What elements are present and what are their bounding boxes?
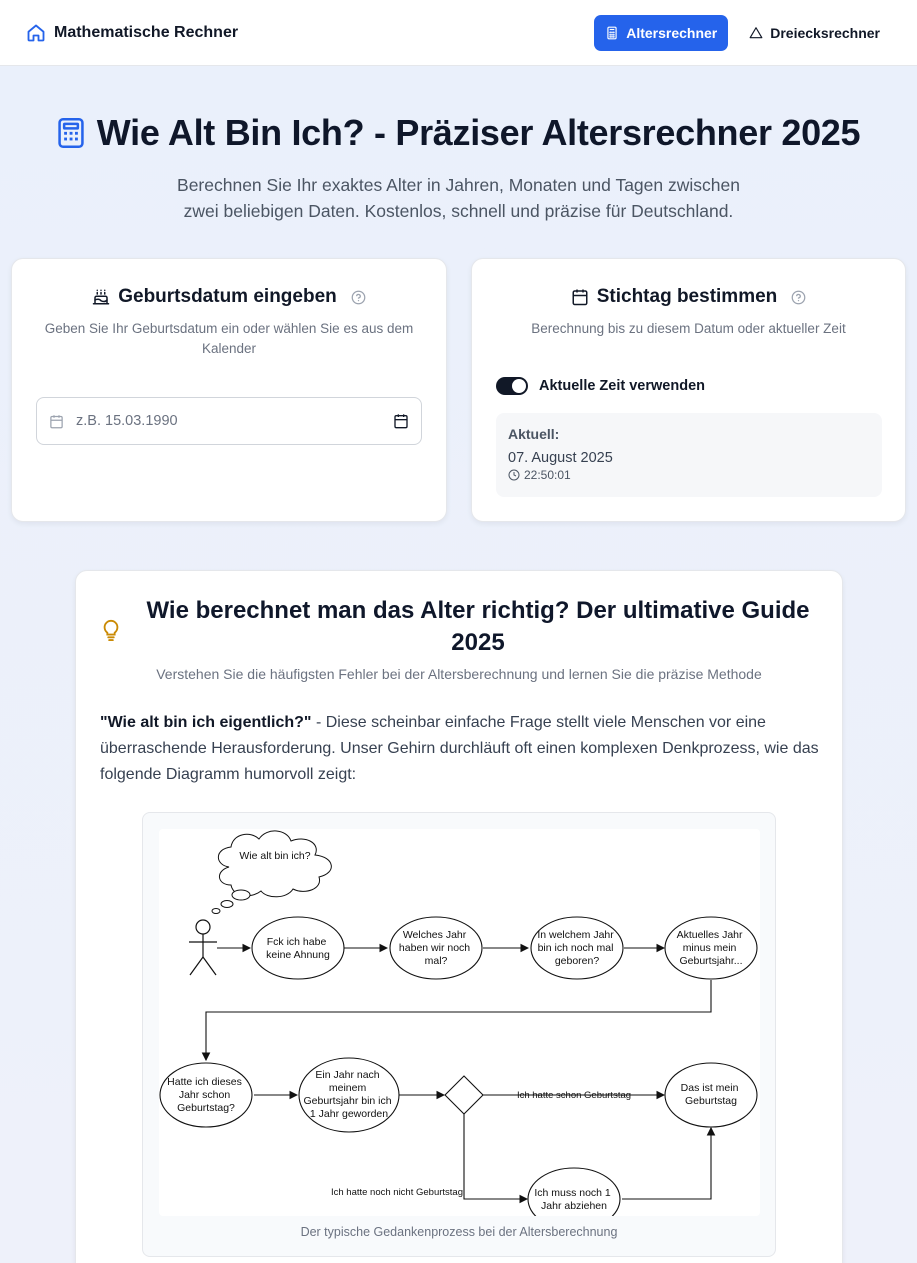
decision-diamond xyxy=(445,1076,483,1114)
diagram-figure xyxy=(142,812,776,1257)
calculator-icon xyxy=(57,117,85,149)
node-subtract-label: Aktuelles Jahr minus mein Geburtsjahr... xyxy=(676,929,743,967)
birthdate-title-text: Geburtsdatum eingeben xyxy=(118,286,337,307)
cake-icon xyxy=(92,288,110,306)
current-time-toggle-label: Aktuelle Zeit verwenden xyxy=(539,378,705,394)
calculator-icon xyxy=(605,26,619,40)
node-one-year-label: Ein Jahr nach meinem Geburtsjahr bin ich 1 Jahr geworden xyxy=(303,1069,392,1120)
brand-label: Mathematische Rechner xyxy=(54,23,239,41)
page-subtitle-line: Berechnen Sie Ihr exaktes Alter in Jahren, Monaten und Tagen zwischen xyxy=(177,175,740,195)
flowchart-diagram xyxy=(159,829,760,1216)
birthdate-input[interactable] xyxy=(76,413,381,429)
tab-altersrechner[interactable] xyxy=(594,15,728,51)
help-circle-icon[interactable] xyxy=(791,290,806,305)
guide-title: Wie berechnet man das Alter richtig? Der ultimative Guide 2025 xyxy=(146,597,810,656)
current-time-value: 22:50:01 xyxy=(524,468,571,482)
current-time-toggle[interactable] xyxy=(496,377,528,395)
home-icon xyxy=(26,23,46,43)
current-label: Aktuell: xyxy=(508,426,560,442)
page-subtitle-line: zwei beliebigen Daten. Kostenlos, schnell und präzise für Deutschland. xyxy=(183,201,734,221)
node-no-idea xyxy=(252,917,344,979)
current-time xyxy=(508,468,870,482)
guide-intro xyxy=(100,710,820,788)
tab-dreiecksrechner-label: Dreiecksrechner xyxy=(770,24,880,41)
top-navbar xyxy=(0,0,917,66)
reference-date-card xyxy=(471,258,906,522)
reference-title-text: Stichtag bestimmen xyxy=(596,286,778,307)
thought-text: Wie alt bin ich? xyxy=(239,850,311,862)
help-circle-icon[interactable] xyxy=(351,290,366,305)
guide-subtitle: Verstehen Sie die häufigsten Fehler bei der Altersberechnung und lernen Sie die präzise Methode xyxy=(156,666,762,682)
calendar-icon xyxy=(49,414,64,429)
page-title-text: Wie Alt Bin Ich? - Präziser Altersrechner 2025 xyxy=(96,112,861,153)
birthdate-input-wrapper[interactable] xyxy=(36,397,422,445)
clock-icon xyxy=(508,469,520,481)
diagram-caption: Der typische Gedankenprozess bei der Altersberechnung xyxy=(300,1225,618,1239)
node-subtract-one-label: Ich muss noch 1 Jahr abziehen xyxy=(534,1187,611,1212)
guide-card xyxy=(75,570,843,1263)
node-which-year-label: Welches Jahr haben wir noch mal? xyxy=(398,929,471,967)
thought-bubble xyxy=(212,831,331,914)
page-title xyxy=(0,112,917,154)
calendar-icon xyxy=(571,288,589,306)
current-date: 07. August 2025 xyxy=(508,450,613,466)
tab-altersrechner-label: Altersrechner xyxy=(626,24,718,41)
node-birth-year-label: In welchem Jahr bin ich noch mal geboren? xyxy=(537,929,614,967)
stick-figure xyxy=(189,920,217,975)
node-no-idea-label: Fck ich habe keine Ahnung xyxy=(266,936,330,961)
reference-card-title xyxy=(472,286,905,308)
triangle-icon xyxy=(749,26,763,40)
node-my-birthday-label: Das ist mein Geburtstag xyxy=(680,1082,739,1107)
toggle-knob xyxy=(512,379,526,393)
current-time-box xyxy=(496,413,882,497)
guide-intro-bold: "Wie alt bin ich eigentlich?" xyxy=(100,714,312,731)
reference-description: Berechnung bis zu diesem Datum oder aktueller Zeit xyxy=(531,321,846,336)
node-had-birthday-label: Hatte ich dieses Jahr schon Geburtstag? xyxy=(167,1076,242,1114)
guide-intro-text: - Diese scheinbar einfache Frage stellt viele Menschen vor eine überraschende Herausforderung. Unser Gehirn durchläuft oft einen komplexen Denkprozess, wie das folgende Diagramm humorvoll zeigt: xyxy=(100,714,819,783)
brand-link[interactable] xyxy=(26,23,238,43)
birthdate-card-title xyxy=(12,286,446,308)
edge-label-no: Ich hatte noch nicht Geburtstag xyxy=(330,1187,463,1198)
guide-header xyxy=(100,595,818,659)
current-time-toggle-row xyxy=(496,377,705,395)
edge-label-yes: Ich hatte schon Geburtstag xyxy=(516,1090,632,1101)
page-subtitle xyxy=(140,172,777,224)
lightbulb-icon xyxy=(100,617,122,643)
tab-dreiecksrechner[interactable] xyxy=(738,15,891,51)
calendar-picker-icon[interactable] xyxy=(393,413,409,429)
birthdate-card xyxy=(11,258,447,522)
birthdate-description: Geben Sie Ihr Geburtsdatum ein oder wählen Sie es aus dem Kalender xyxy=(44,321,414,356)
